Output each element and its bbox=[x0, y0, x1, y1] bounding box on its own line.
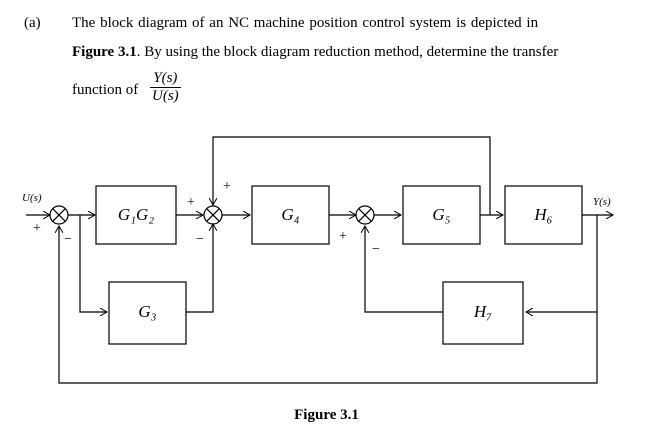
sign-s2-minus: − bbox=[196, 232, 204, 247]
fraction-numerator: Y(s) bbox=[153, 70, 178, 86]
input-signal-label: U(s) bbox=[22, 192, 42, 204]
block-g4-label: G₄ bbox=[281, 205, 300, 224]
block-h6-label: H₆ bbox=[534, 205, 553, 224]
sign-s1-minus: − bbox=[64, 232, 72, 247]
sign-s2-plus-top: + bbox=[223, 179, 231, 194]
sign-s3-minus: − bbox=[372, 242, 380, 257]
figure-reference: Figure 3.1 bbox=[72, 44, 137, 60]
block-g5-label: G₅ bbox=[432, 205, 451, 224]
sign-s3-plus: + bbox=[339, 229, 347, 244]
block-g1g2-label: G₁G₂ bbox=[117, 205, 155, 224]
block-g3-label: G₃ bbox=[138, 302, 157, 321]
block-h7-label: H₇ bbox=[473, 302, 493, 321]
fraction-denominator: U(s) bbox=[152, 88, 179, 104]
sign-s1-plus: + bbox=[33, 221, 41, 236]
problem-line-2-text: . By using the block diagram reduction method, determine the transfer bbox=[136, 44, 559, 60]
part-label: (a) bbox=[24, 15, 41, 31]
output-signal-label: Y(s) bbox=[593, 196, 611, 208]
sign-s2-plus-left: + bbox=[187, 195, 195, 210]
problem-line-1: The block diagram of an NC machine position control system is depicted in bbox=[72, 15, 539, 31]
problem-line-3: function of bbox=[72, 82, 139, 98]
figure-caption: Figure 3.1 bbox=[294, 407, 359, 423]
